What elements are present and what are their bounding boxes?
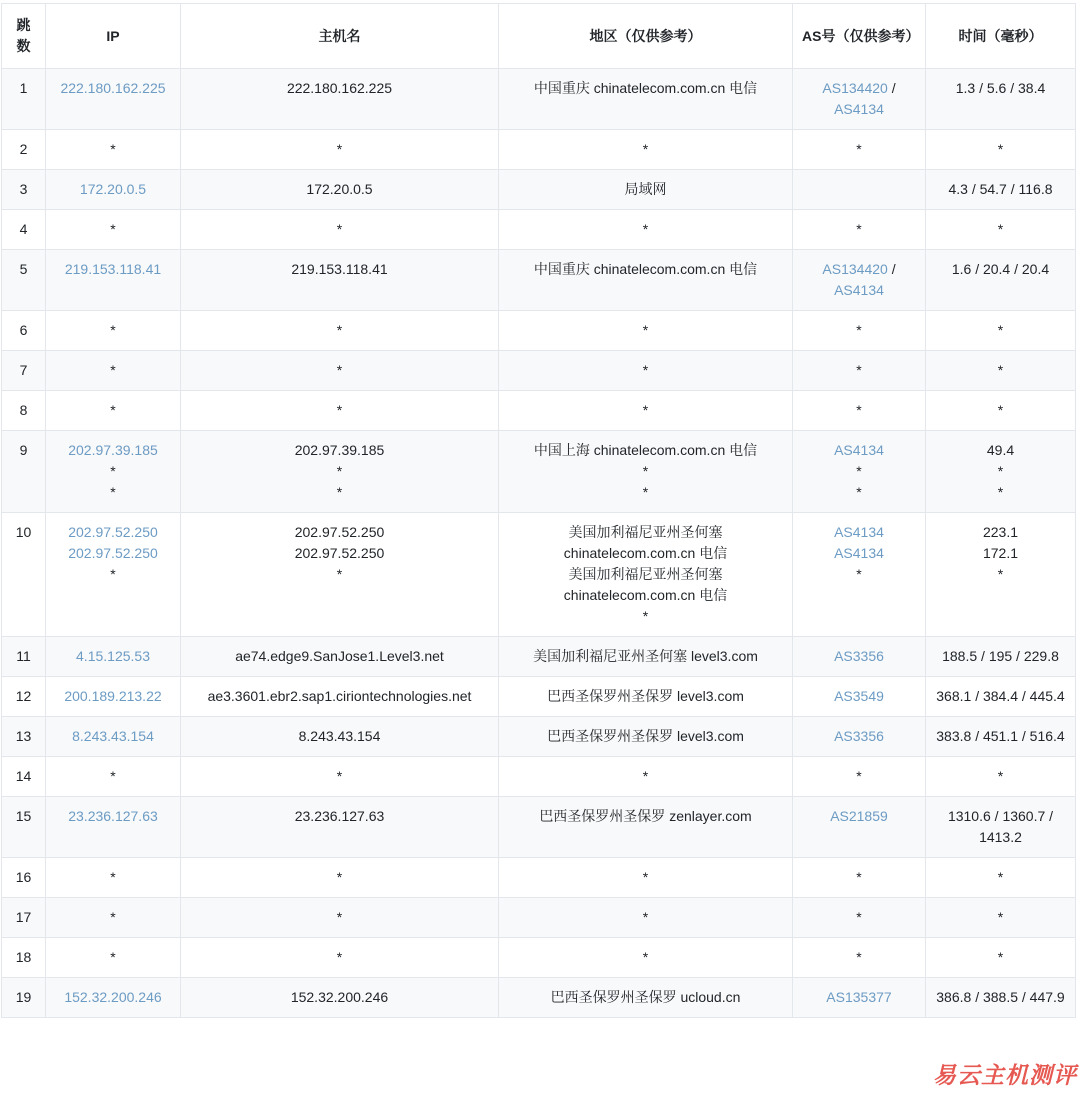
as-link[interactable]: AS3549: [834, 688, 884, 704]
cell-line: 368.1 / 384.4 / 445.4: [936, 688, 1065, 704]
cell-line: *: [856, 463, 862, 479]
as-link[interactable]: AS135377: [826, 989, 892, 1005]
cell-region: [499, 677, 793, 717]
cell-line: 美国加利福尼亚州圣何塞 chinatelecom.com.cn 电信: [563, 524, 728, 561]
cell-line: *: [110, 362, 116, 378]
cell-line: *: [997, 869, 1004, 885]
as-link[interactable]: AS4134: [834, 545, 884, 561]
ip-link[interactable]: 202.97.39.185: [68, 442, 158, 458]
cell-hop: 13: [2, 717, 46, 757]
cell-line: *: [110, 949, 116, 965]
cell-hop: 10: [2, 513, 46, 637]
column-header-time: 时间（毫秒）: [926, 4, 1076, 69]
as-link[interactable]: AS4134: [834, 101, 884, 117]
cell-asn: [793, 898, 926, 938]
cell-asn: [793, 978, 926, 1018]
cell-line: [802, 646, 916, 667]
cell-line: 局域网: [624, 181, 667, 197]
cell-host: [181, 69, 499, 130]
cell-asn: [793, 130, 926, 170]
cell-line: 巴西圣保罗州圣保罗 zenlayer.com: [539, 808, 752, 824]
cell-ip: [46, 677, 181, 717]
as-link[interactable]: AS4134: [834, 442, 884, 458]
cell-asn: [793, 69, 926, 130]
cell-line: *: [336, 221, 343, 237]
cell-line: 巴西圣保罗州圣保罗 level3.com: [547, 728, 744, 744]
cell-region: [499, 250, 793, 311]
column-header-region: 地区（仅供参考）: [499, 4, 793, 69]
cell-hop: 15: [2, 797, 46, 858]
cell-line: 223.1: [982, 524, 1019, 540]
cell-line: *: [336, 949, 343, 965]
cell-host: [181, 513, 499, 637]
cell-line: *: [110, 484, 116, 500]
cell-time: [926, 637, 1076, 677]
cell-time: [926, 978, 1076, 1018]
cell-line: 219.153.118.41: [291, 261, 388, 277]
cell-time: [926, 513, 1076, 637]
cell-line: *: [997, 362, 1004, 378]
cell-line: *: [336, 463, 343, 479]
table-row: [2, 717, 1076, 757]
cell-ip: [46, 210, 181, 250]
cell-line: *: [997, 463, 1004, 479]
table-row: [2, 311, 1076, 351]
cell-line: *: [856, 949, 862, 965]
cell-ip: [46, 858, 181, 898]
as-link[interactable]: AS4134: [834, 524, 884, 540]
cell-host: [181, 677, 499, 717]
cell-asn: [793, 391, 926, 431]
table-row: [2, 130, 1076, 170]
cell-asn: [793, 351, 926, 391]
cell-hop: 6: [2, 311, 46, 351]
ip-link[interactable]: 202.97.52.250: [68, 524, 158, 540]
cell-line: *: [997, 909, 1004, 925]
column-header-asn: AS号（仅供参考）: [793, 4, 926, 69]
table-body: [2, 69, 1076, 1018]
cell-ip: [46, 69, 181, 130]
table-row: [2, 677, 1076, 717]
table-row: [2, 351, 1076, 391]
cell-line: *: [110, 566, 116, 582]
cell-line: 202.97.52.250: [294, 545, 385, 561]
as-link[interactable]: AS134420: [822, 80, 888, 96]
cell-region: [499, 351, 793, 391]
cell-line: [55, 806, 171, 827]
ip-link[interactable]: 222.180.162.225: [60, 80, 166, 96]
traceroute-table: [1, 3, 1076, 1018]
cell-time: [926, 797, 1076, 858]
cell-line: 美国加利福尼亚州圣何塞 level3.com: [533, 648, 758, 664]
cell-time: [926, 898, 1076, 938]
cell-hop: 16: [2, 858, 46, 898]
cell-line: 383.8 / 451.1 / 516.4: [936, 728, 1065, 744]
cell-line: *: [642, 484, 649, 500]
cell-line: 巴西圣保罗州圣保罗 level3.com: [547, 688, 744, 704]
cell-line: *: [642, 608, 649, 624]
cell-time: [926, 351, 1076, 391]
cell-line: *: [110, 463, 116, 479]
cell-line: *: [856, 322, 862, 338]
cell-line: *: [336, 362, 343, 378]
cell-line: 172.20.0.5: [306, 181, 373, 197]
table-row: [2, 898, 1076, 938]
cell-line: *: [642, 768, 649, 784]
cell-region: [499, 391, 793, 431]
cell-line: *: [336, 141, 343, 157]
cell-line: 中国重庆 chinatelecom.com.cn 电信: [533, 80, 758, 96]
cell-hop: 12: [2, 677, 46, 717]
cell-asn: [793, 938, 926, 978]
cell-line: [55, 78, 171, 99]
cell-line: *: [110, 402, 116, 418]
cell-line: *: [642, 322, 649, 338]
cell-host: [181, 391, 499, 431]
cell-region: [499, 717, 793, 757]
cell-hop: 18: [2, 938, 46, 978]
cell-hop: 5: [2, 250, 46, 311]
cell-ip: [46, 431, 181, 513]
cell-line: [55, 440, 171, 461]
table-row: [2, 978, 1076, 1018]
cell-host: [181, 797, 499, 858]
cell-time: [926, 130, 1076, 170]
cell-line: 1.3 / 5.6 / 38.4: [955, 80, 1046, 96]
cell-time: [926, 391, 1076, 431]
cell-line: 23.236.127.63: [294, 808, 385, 824]
cell-line: 202.97.39.185: [294, 442, 385, 458]
cell-host: [181, 978, 499, 1018]
cell-ip: [46, 130, 181, 170]
cell-region: [499, 210, 793, 250]
cell-ip: [46, 311, 181, 351]
cell-line: *: [856, 909, 862, 925]
cell-line: *: [856, 484, 862, 500]
cell-line: 8.243.43.154: [298, 728, 381, 744]
cell-line: 中国上海 chinatelecom.com.cn 电信: [533, 442, 758, 458]
ip-link[interactable]: 23.236.127.63: [68, 808, 158, 824]
column-header-host: 主机名: [181, 4, 499, 69]
cell-line: 1.6 / 20.4 / 20.4: [951, 261, 1050, 277]
cell-line: *: [336, 402, 343, 418]
cell-host: [181, 858, 499, 898]
cell-time: [926, 311, 1076, 351]
cell-ip: [46, 250, 181, 311]
cell-line: [802, 987, 916, 1008]
cell-asn: [793, 431, 926, 513]
cell-ip: [46, 637, 181, 677]
cell-ip: [46, 513, 181, 637]
cell-hop: 4: [2, 210, 46, 250]
column-header-hop: 跳数: [2, 4, 46, 69]
cell-line: 152.32.200.246: [290, 989, 389, 1005]
cell-line: [802, 440, 916, 461]
cell-asn: [793, 858, 926, 898]
cell-asn: [793, 717, 926, 757]
cell-line: *: [336, 322, 343, 338]
cell-line: [55, 646, 171, 667]
cell-ip: [46, 978, 181, 1018]
cell-line: [802, 806, 916, 827]
cell-line: 222.180.162.225: [286, 80, 393, 96]
cell-region: [499, 130, 793, 170]
cell-asn: [793, 797, 926, 858]
cell-host: [181, 130, 499, 170]
cell-line: [55, 726, 171, 747]
cell-line: *: [997, 221, 1004, 237]
cell-region: [499, 69, 793, 130]
cell-ip: [46, 797, 181, 858]
cell-line: [55, 543, 171, 564]
cell-host: [181, 250, 499, 311]
ip-link[interactable]: 202.97.52.250: [68, 545, 158, 561]
cell-line: *: [336, 768, 343, 784]
cell-asn: [793, 170, 926, 210]
table-row: [2, 250, 1076, 311]
cell-line: *: [856, 141, 862, 157]
cell-line: *: [110, 909, 116, 925]
cell-line: [802, 522, 916, 543]
cell-hop: 1: [2, 69, 46, 130]
table-row: [2, 170, 1076, 210]
cell-line: 1310.6 / 1360.7 / 1413.2: [947, 808, 1054, 845]
cell-time: [926, 210, 1076, 250]
cell-line: AS134420 / AS4134: [822, 261, 896, 298]
cell-host: [181, 938, 499, 978]
cell-line: *: [642, 869, 649, 885]
table-row: [2, 513, 1076, 637]
cell-ip: [46, 351, 181, 391]
cell-line: [802, 543, 916, 564]
cell-line: *: [856, 221, 862, 237]
cell-region: [499, 431, 793, 513]
ip-link[interactable]: 200.189.213.22: [64, 688, 162, 704]
cell-line: [55, 987, 171, 1008]
cell-hop: 8: [2, 391, 46, 431]
cell-line: *: [997, 141, 1004, 157]
cell-line: 49.4: [986, 442, 1015, 458]
cell-hop: 11: [2, 637, 46, 677]
cell-line: *: [856, 402, 862, 418]
cell-host: [181, 717, 499, 757]
cell-asn: [793, 513, 926, 637]
cell-time: [926, 717, 1076, 757]
as-link[interactable]: AS3356: [834, 728, 884, 744]
cell-host: [181, 637, 499, 677]
cell-line: *: [856, 362, 862, 378]
cell-region: [499, 311, 793, 351]
cell-line: *: [997, 949, 1004, 965]
cell-hop: 2: [2, 130, 46, 170]
cell-hop: 7: [2, 351, 46, 391]
cell-ip: [46, 391, 181, 431]
cell-region: [499, 757, 793, 797]
table-row: [2, 637, 1076, 677]
cell-host: [181, 351, 499, 391]
cell-host: [181, 170, 499, 210]
watermark: 易云主机测评: [933, 1062, 1077, 1088]
cell-hop: 17: [2, 898, 46, 938]
cell-line: *: [110, 141, 116, 157]
cell-time: [926, 431, 1076, 513]
table-row: [2, 858, 1076, 898]
cell-line: *: [856, 768, 862, 784]
cell-region: [499, 978, 793, 1018]
ip-link[interactable]: 152.32.200.246: [64, 989, 162, 1005]
cell-line: *: [997, 768, 1004, 784]
cell-asn: [793, 250, 926, 311]
cell-line: *: [336, 566, 343, 582]
as-link[interactable]: AS3356: [834, 648, 884, 664]
cell-host: [181, 210, 499, 250]
cell-ip: [46, 717, 181, 757]
cell-line: [55, 686, 171, 707]
cell-line: *: [997, 322, 1004, 338]
cell-hop: 19: [2, 978, 46, 1018]
table-row: [2, 938, 1076, 978]
cell-host: [181, 311, 499, 351]
cell-asn: [793, 637, 926, 677]
ip-link[interactable]: 4.15.125.53: [76, 648, 150, 664]
cell-line: 中国重庆 chinatelecom.com.cn 电信: [533, 261, 758, 277]
cell-region: [499, 898, 793, 938]
table-row: [2, 210, 1076, 250]
cell-line: [802, 726, 916, 747]
cell-line: *: [856, 566, 862, 582]
table-row: [2, 431, 1076, 513]
cell-region: [499, 938, 793, 978]
as-link[interactable]: AS134420: [822, 261, 888, 277]
cell-asn: [793, 677, 926, 717]
ip-link[interactable]: 219.153.118.41: [64, 261, 162, 277]
cell-line: *: [110, 322, 116, 338]
cell-line: 386.8 / 388.5 / 447.9: [936, 989, 1065, 1005]
column-header-ip: IP: [46, 4, 181, 69]
cell-time: [926, 250, 1076, 311]
cell-host: [181, 757, 499, 797]
cell-line: [55, 179, 171, 200]
cell-line: 巴西圣保罗州圣保罗 ucloud.cn: [550, 989, 741, 1005]
cell-time: [926, 170, 1076, 210]
table-row: [2, 69, 1076, 130]
cell-time: [926, 938, 1076, 978]
cell-time: [926, 858, 1076, 898]
cell-line: [55, 259, 171, 280]
table-row: [2, 757, 1076, 797]
as-link[interactable]: AS21859: [830, 808, 888, 824]
cell-line: [55, 522, 171, 543]
cell-line: *: [642, 463, 649, 479]
cell-time: [926, 757, 1076, 797]
cell-ip: [46, 938, 181, 978]
cell-line: *: [642, 221, 649, 237]
cell-line: AS134420 / AS4134: [822, 80, 896, 117]
table-row: [2, 391, 1076, 431]
cell-hop: 14: [2, 757, 46, 797]
cell-line: 188.5 / 195 / 229.8: [942, 648, 1059, 664]
cell-time: [926, 69, 1076, 130]
cell-line: [802, 686, 916, 707]
cell-hop: 9: [2, 431, 46, 513]
cell-line: *: [336, 484, 343, 500]
cell-hop: 3: [2, 170, 46, 210]
as-link[interactable]: AS4134: [834, 282, 884, 298]
cell-line: *: [642, 362, 649, 378]
cell-region: [499, 797, 793, 858]
cell-region: [499, 637, 793, 677]
cell-line: 202.97.52.250: [294, 524, 385, 540]
cell-line: *: [642, 402, 649, 418]
ip-link[interactable]: 172.20.0.5: [79, 181, 147, 197]
cell-line: ae3.3601.ebr2.sap1.ciriontechnologies.net: [207, 688, 472, 704]
cell-line: *: [856, 869, 862, 885]
cell-ip: [46, 170, 181, 210]
cell-ip: [46, 757, 181, 797]
cell-line: *: [997, 484, 1004, 500]
cell-line: ae74.edge9.SanJose1.Level3.net: [235, 648, 444, 664]
cell-line: *: [642, 141, 649, 157]
cell-line: *: [642, 909, 649, 925]
cell-line: *: [110, 869, 116, 885]
cell-time: [926, 677, 1076, 717]
ip-link[interactable]: 8.243.43.154: [72, 728, 154, 744]
header-row: [2, 4, 1076, 69]
cell-host: [181, 431, 499, 513]
cell-line: *: [642, 949, 649, 965]
cell-asn: [793, 757, 926, 797]
cell-asn: [793, 311, 926, 351]
table-row: [2, 797, 1076, 858]
cell-line: 4.3 / 54.7 / 116.8: [948, 181, 1053, 197]
cell-line: 172.1: [982, 545, 1019, 561]
cell-line: *: [110, 221, 116, 237]
cell-line: *: [336, 909, 343, 925]
cell-ip: [46, 898, 181, 938]
cell-asn: [793, 210, 926, 250]
cell-region: [499, 513, 793, 637]
cell-line: *: [110, 768, 116, 784]
cell-line: *: [336, 869, 343, 885]
cell-line: 美国加利福尼亚州圣何塞 chinatelecom.com.cn 电信: [563, 566, 728, 603]
cell-line: *: [997, 402, 1004, 418]
cell-region: [499, 858, 793, 898]
cell-region: [499, 170, 793, 210]
cell-host: [181, 898, 499, 938]
cell-line: *: [997, 566, 1004, 582]
